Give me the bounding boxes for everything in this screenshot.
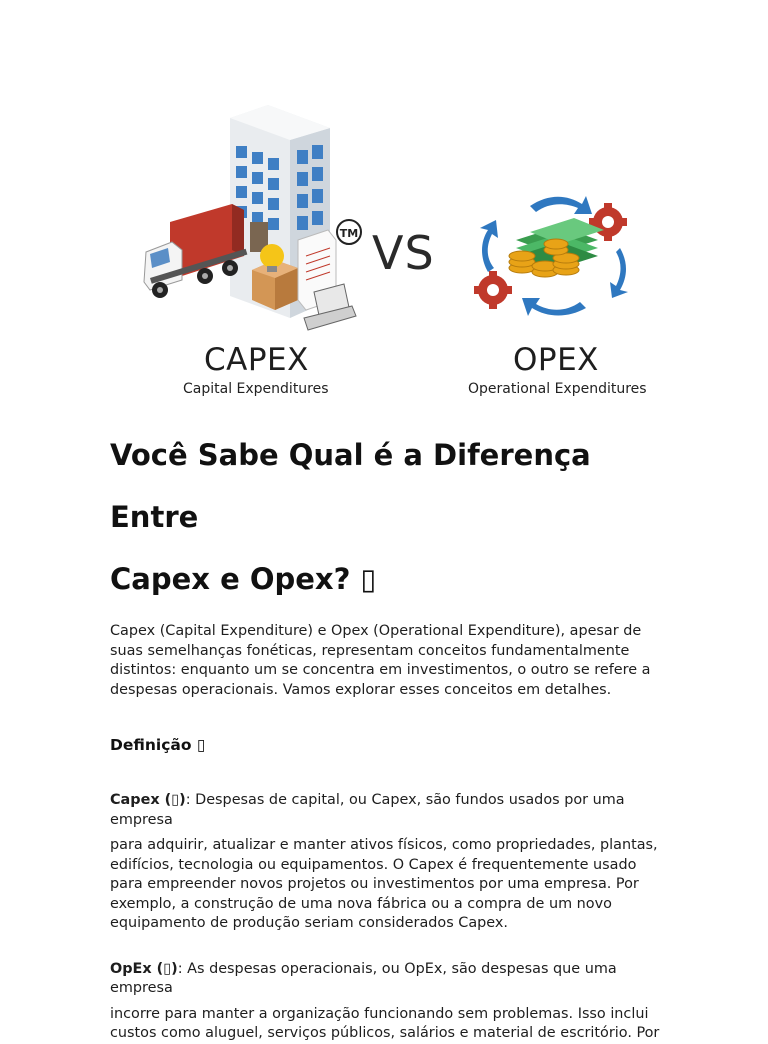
capex-definition-line1: : Despesas de capital, ou Capex, são fundos usados por uma empresa <box>110 792 625 828</box>
opex-definition <box>110 960 670 1044</box>
hero-illustration <box>0 0 768 410</box>
capex-subtitle: Capital Expenditures <box>183 381 329 397</box>
gear-icon <box>589 203 627 241</box>
svg-text:TM: TM <box>339 227 359 240</box>
gear-icon <box>474 271 512 309</box>
opex-definition-rest: incorre para manter a organização funcionando sem problemas. Isso inclui custos como aluguel, serviços públicos, salários e material de escritório. Por <box>110 1005 660 1041</box>
trademark-badge-icon <box>337 220 361 244</box>
definition-heading: Definição ▯ <box>110 736 206 754</box>
capex-definition-rest: para adquirir, atualizar e manter ativos físicos, como propriedades, plantas, edifícios, tecnologia ou equipamentos. O Capex é frequentemente usado para empreender novos projetos ou investimentos por uma empresa. Por exemplo, a construção de uma nova fábrica ou a compra de um novo equipamento de produção seriam considerados Capex. <box>110 837 658 931</box>
opex-term: OpEx (▯) <box>110 960 178 977</box>
article-body <box>110 424 670 1044</box>
capex-definition-first-line <box>110 791 670 830</box>
page-title-line1: Você Sabe Qual é a Diferença Entre <box>110 438 591 534</box>
opex-subtitle: Operational Expenditures <box>468 381 647 397</box>
intro-paragraph: Capex (Capital Expenditure) e Opex (Operational Expenditure), apesar de suas semelhanças fonéticas, representam conceitos fundamentalmente distintos: enquanto um se concentra em investimentos, o outro se refere a despesas operacionais. Vamos explorar esses conceitos em detalhes. <box>110 623 651 698</box>
page-title <box>110 424 670 610</box>
opex-definition-line1: : As despesas operacionais, ou OpEx, são despesas que uma empresa <box>110 960 617 996</box>
capex-definition <box>110 791 670 934</box>
capex-label: CAPEX <box>204 342 309 378</box>
vs-label: VS <box>372 226 435 280</box>
hero-graphic <box>0 0 768 410</box>
page-title-line2: Capex e Opex? ▯ <box>110 562 377 596</box>
opex-definition-first-line <box>110 960 670 999</box>
capex-term: Capex (▯) <box>110 792 186 808</box>
opex-label: OPEX <box>513 342 599 378</box>
